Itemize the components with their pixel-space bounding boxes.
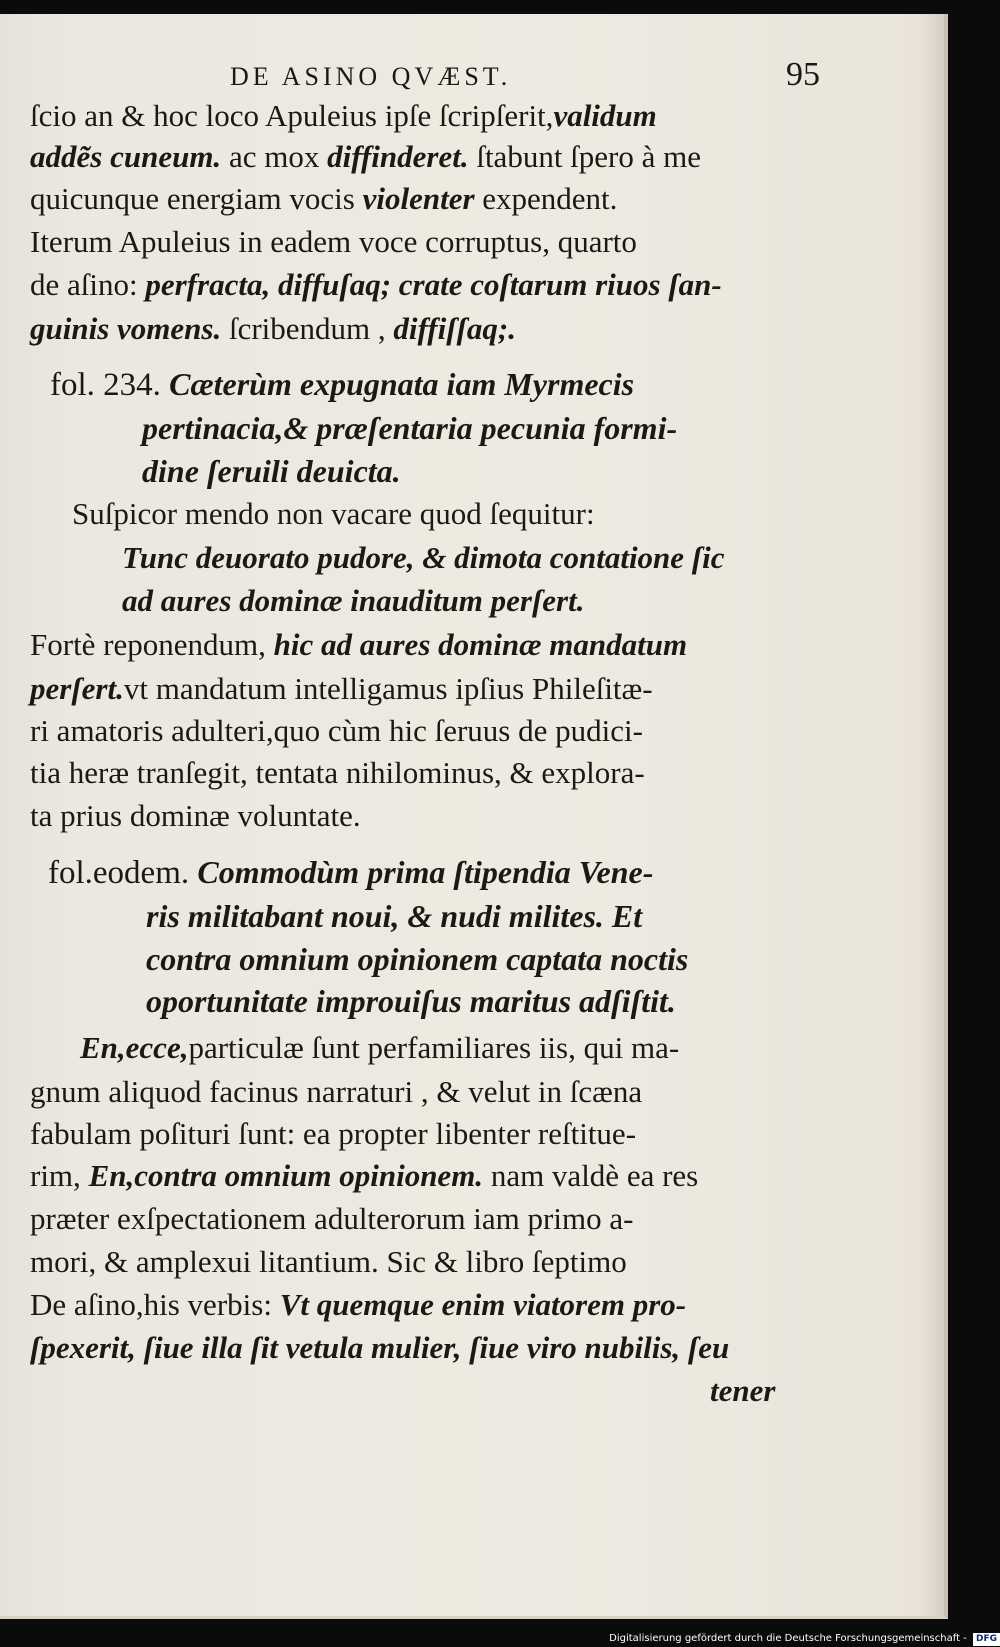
text-line <box>30 795 361 837</box>
text-line <box>142 450 401 493</box>
text-segment: oportunitate improuiſus maritus adſiſtit. <box>146 983 676 1019</box>
text-line <box>30 178 617 220</box>
text-line <box>30 1113 636 1155</box>
text-segment: fol.eodem. <box>48 855 198 891</box>
text-line <box>30 221 637 263</box>
page-number: 95 <box>786 56 820 93</box>
text-segment: fol. 234. <box>50 367 170 403</box>
text-segment: Tunc deuorato pudore, & dimota contatione ſic <box>122 540 725 575</box>
text-line <box>30 1198 633 1240</box>
text-segment: particulæ ſunt perfamiliares iis, qui ma- <box>188 1030 680 1065</box>
text-segment: validum <box>553 98 657 133</box>
text-line <box>30 1071 642 1113</box>
text-line <box>30 308 516 350</box>
text-segment: diffiſſaq;. <box>393 311 516 346</box>
text-line <box>30 752 645 794</box>
text-segment: vt mandatum intelligamus ipſius Phileſitæ- <box>123 671 653 706</box>
text-segment: guinis vomens. <box>30 311 222 346</box>
text-segment: rim, <box>30 1158 89 1193</box>
text-line <box>30 136 701 178</box>
digitization-credit <box>560 1630 1000 1647</box>
text-segment: diffinderet. <box>327 139 469 174</box>
text-segment: ſcribendum , <box>221 311 394 346</box>
text-segment: ſcio an & hoc loco Apuleius ipſe ſcripſerit, <box>30 98 554 133</box>
running-title: DE ASINO QVÆST. <box>230 62 512 91</box>
text-line <box>30 1155 698 1197</box>
text-segment: ac mox <box>221 139 328 174</box>
text-segment: Suſpicor mendo non vacare quod ſequitur: <box>72 496 595 531</box>
text-segment: pertinacia,& præſentaria pecunia formi- <box>142 410 678 446</box>
text-line <box>30 668 653 710</box>
text-segment: ta prius dominæ voluntate. <box>30 798 361 833</box>
text-segment: ris militabant noui, & nudi milites. Et <box>146 898 643 934</box>
text-segment: En,contra omnium opinionem. <box>88 1158 484 1193</box>
text-segment: addẽs cuneum. <box>30 139 222 174</box>
text-line <box>122 580 585 622</box>
text-segment: expendent. <box>474 181 618 216</box>
page-edge-shadow <box>918 14 944 1616</box>
text-line <box>30 710 643 752</box>
text-segment: gnum aliquod facinus narraturi , & velut in ſcæna <box>30 1074 643 1109</box>
text-line <box>30 95 657 137</box>
text-segment: Commodùm prima ſtipendia Vene- <box>197 854 654 890</box>
text-segment: ſpexerit, ſiue illa ſit vetula mulier, ſiue viro nubilis, ſeu <box>30 1330 730 1365</box>
text-segment: fabulam poſituri ſunt: ea propter libenter reſtitue- <box>30 1116 637 1151</box>
text-segment: perfracta, diffuſaq; crate coſtarum riuos ſan- <box>145 267 722 302</box>
text-line <box>30 1327 729 1369</box>
text-line <box>30 1284 686 1326</box>
text-line <box>48 851 653 894</box>
text-line <box>30 624 687 666</box>
text-line <box>142 407 677 450</box>
text-segment: quicunque energiam vocis <box>30 181 363 216</box>
text-line <box>30 1241 627 1283</box>
text-segment: præter exſpectationem adulterorum iam primo a- <box>30 1201 634 1236</box>
text-segment: perſert. <box>30 671 124 706</box>
text-segment: violenter <box>362 181 475 216</box>
text-line <box>50 363 634 406</box>
text-line <box>72 493 595 535</box>
text-segment: ri amatoris adulteri,quo cùm hic ſeruus de pudici- <box>30 713 643 748</box>
text-line <box>122 537 725 579</box>
text-segment: Fortè reponendum, <box>30 627 274 662</box>
text-segment: tia heræ tranſegit, tentata nihilominus, & explora- <box>30 755 645 790</box>
text-line <box>710 1370 775 1412</box>
text-segment: tener <box>710 1373 776 1408</box>
text-segment: Iterum Apuleius in eadem voce corruptus, quarto <box>30 224 637 259</box>
text-segment: nam valdè ea res <box>483 1158 699 1193</box>
text-segment: de aſino: <box>30 267 146 302</box>
running-header <box>230 50 820 93</box>
dfg-logo: DFG <box>973 1633 1000 1646</box>
text-line <box>146 895 642 938</box>
text-segment: dine ſeruili deuicta. <box>142 453 401 489</box>
text-segment: De aſino,his verbis: <box>30 1287 280 1322</box>
text-segment: Cæterùm expugnata iam Myrmecis <box>169 366 635 402</box>
text-segment: hic ad aures dominæ mandatum <box>273 627 688 662</box>
text-line <box>80 1027 679 1069</box>
text-segment: En,ecce, <box>80 1030 189 1065</box>
text-line <box>146 980 676 1023</box>
text-segment: contra omnium opinionem captata noctis <box>146 941 689 977</box>
text-line <box>30 264 722 306</box>
text-segment: mori, & amplexui litantium. Sic & libro ſeptimo <box>30 1244 627 1279</box>
text-segment: ad aures dominæ inauditum perſert. <box>122 583 585 618</box>
text-segment: Vt quemque enim viatorem pro- <box>279 1287 687 1322</box>
credit-text: Digitalisierung gefördert durch die Deutsche Forschungsgemeinschaft - <box>609 1633 967 1644</box>
text-line <box>146 938 688 981</box>
text-segment: ſtabunt ſpero à me <box>468 139 702 174</box>
